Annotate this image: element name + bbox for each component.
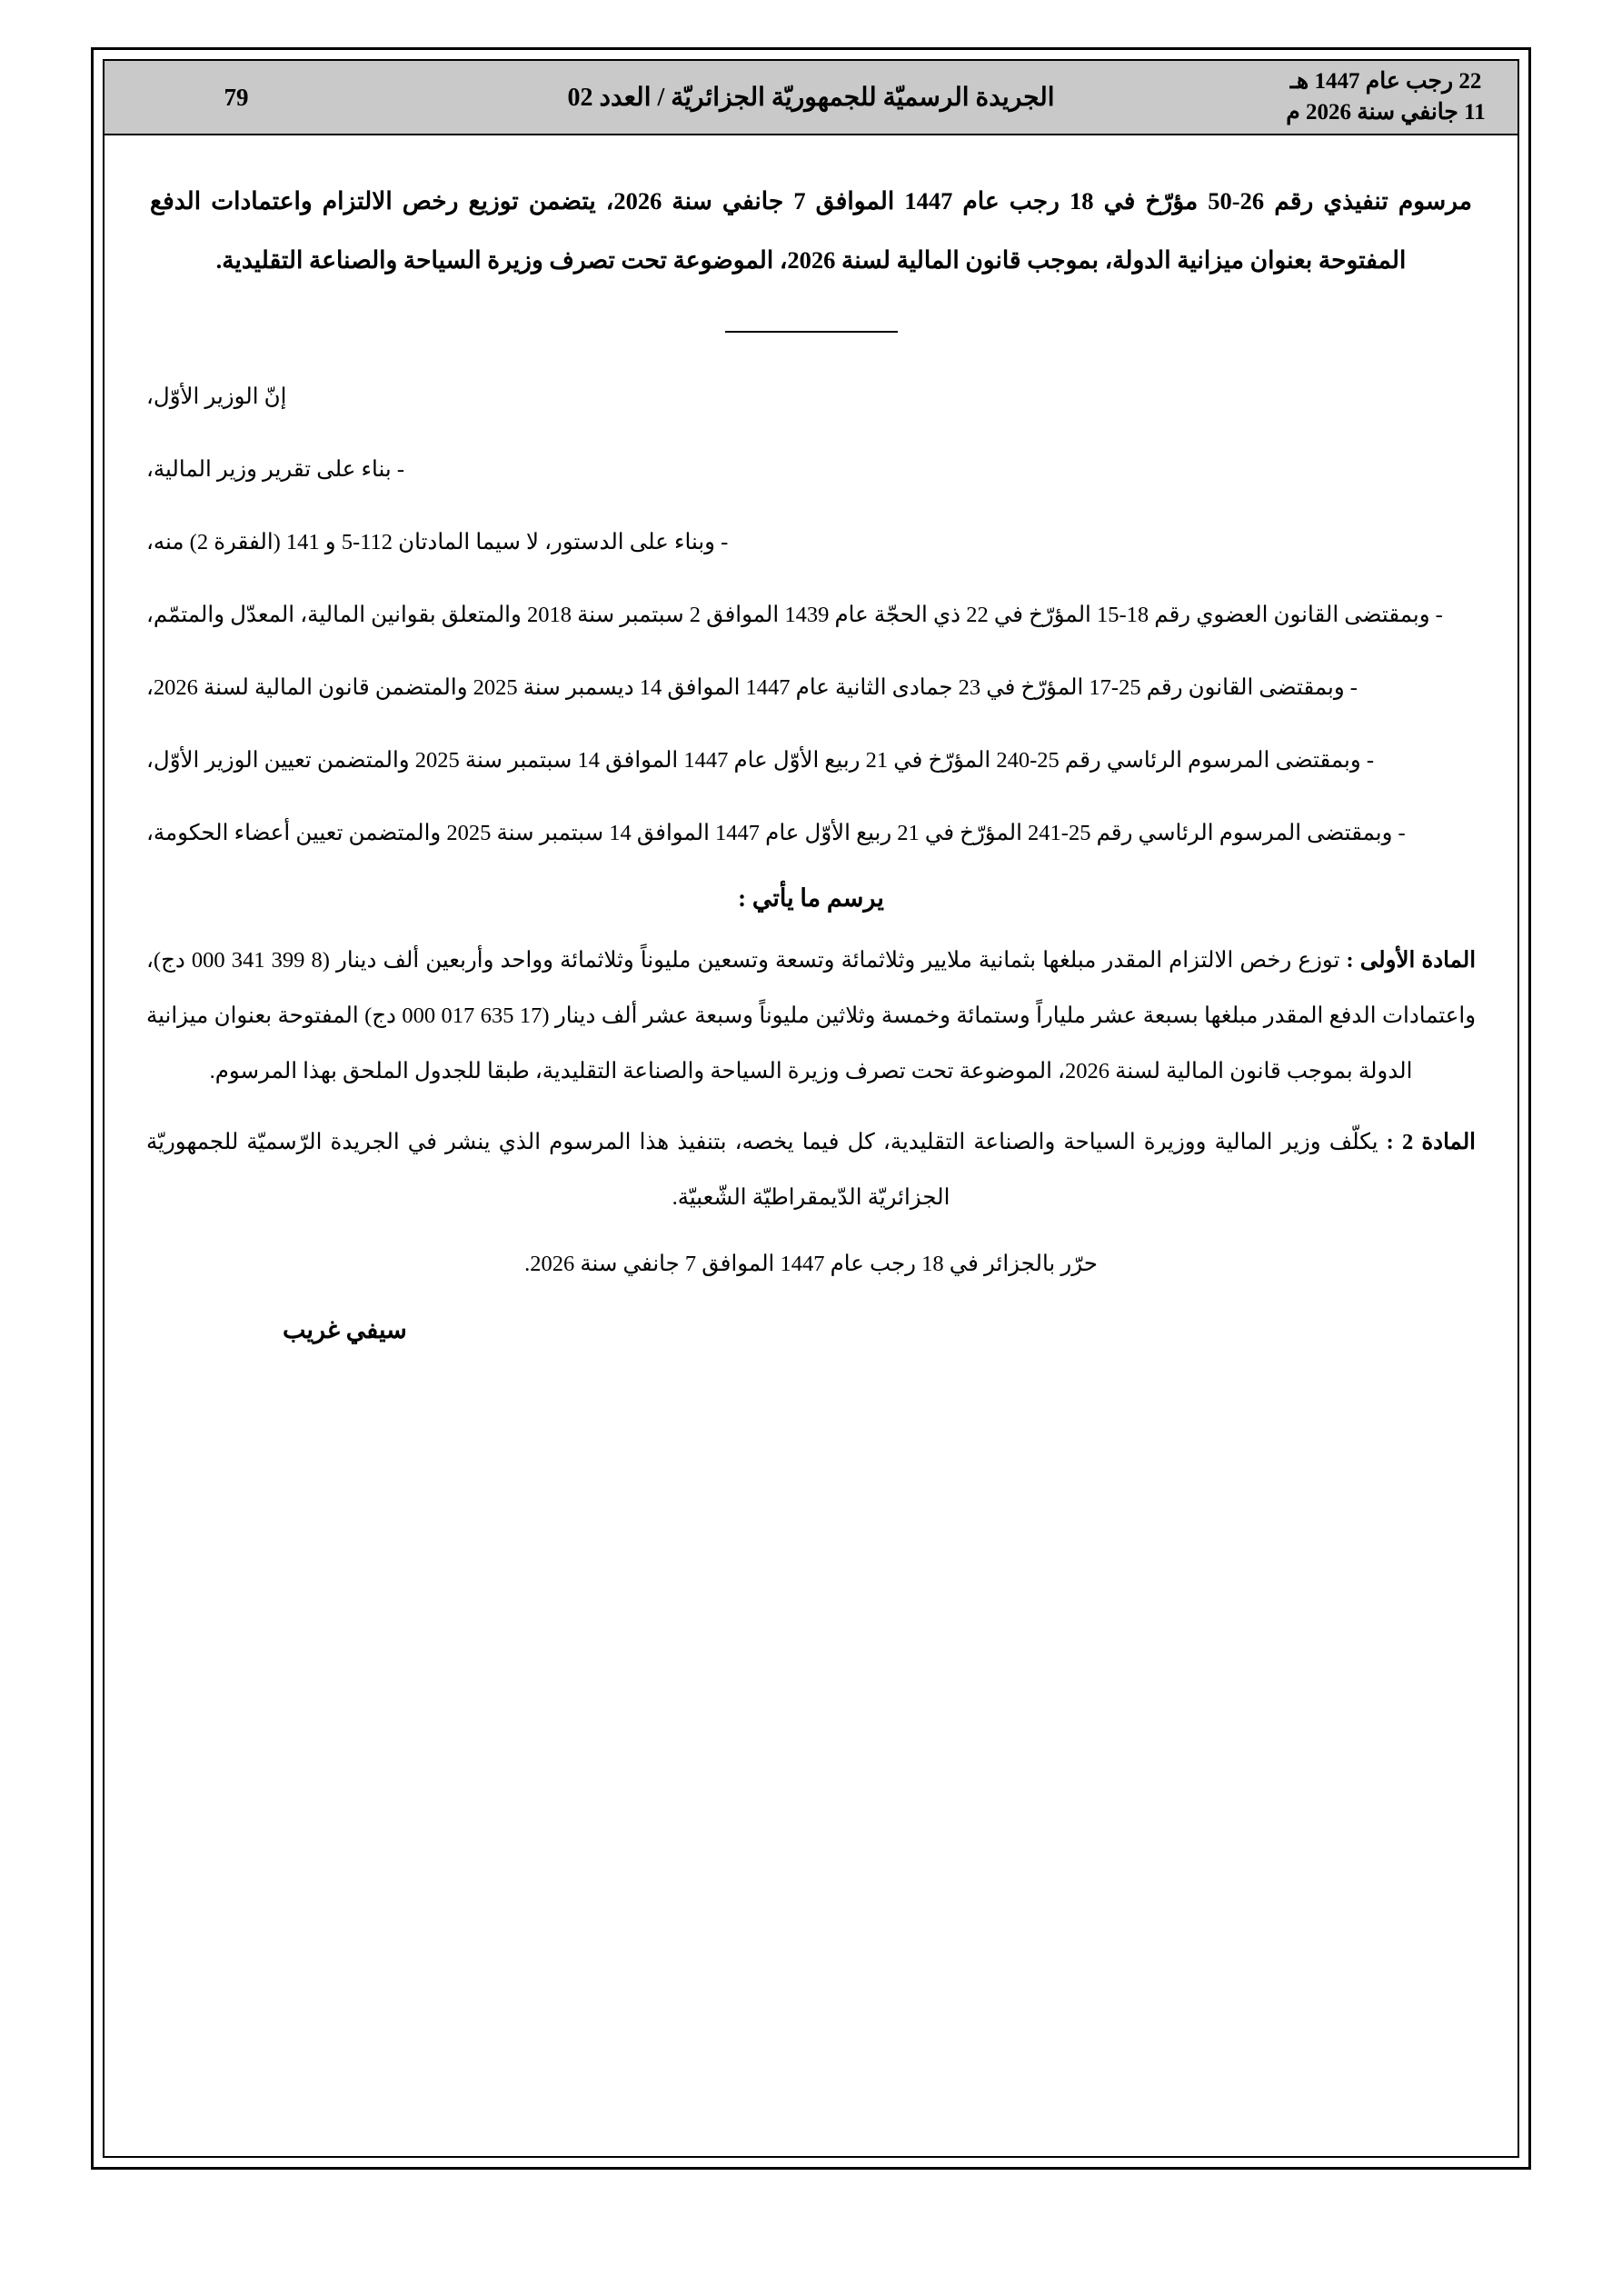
header-page-number: 79 bbox=[224, 83, 249, 111]
recital-2: - وبناء على الدستور، لا سيما المادتان 112-5 و 141 (الفقرة 2) منه، bbox=[146, 529, 729, 554]
article-2-label: المادة 2 : bbox=[1386, 1129, 1476, 1154]
recital-6: - وبمقتضى المرسوم الرئاسي رقم 25-241 المؤرّخ في 21 ربيع الأوّل عام 1447 الموافق 14 سبتمبر سنة 2025 والمتضمن تعيين أعضاء الحكومة، bbox=[146, 820, 1406, 845]
recital-3: - وبمقتضى القانون العضوي رقم 18-15 المؤرّخ في 22 ذي الحجّة عام 1439 الموافق 2 سبتمبر سنة 2018 والمتعلق بقوانين المالية، المعدّل والمتمّم، bbox=[146, 602, 1443, 627]
article-1-label: المادة الأولى : bbox=[1346, 947, 1477, 973]
decree-title: مرسوم تنفيذي رقم 26-50 مؤرّخ في 18 رجب عام 1447 الموافق 7 جانفي سنة 2026، يتضمن توزيع رخص الالتزام واعتمادات الدفع المفتوحة بعنوان ميزانية الدولة، بموجب قانون المالية لسنة 2026، الموضوعة تحت تصرف وزيرة السياحة والصناعة التقليدية. bbox=[150, 187, 1472, 274]
decrees-label: يرسم ما يأتي : bbox=[738, 883, 884, 912]
article-2-text: يكلّف وزير المالية ووزيرة السياحة والصناعة التقليدية، كل فيما يخصه، بتنفيذ هذا المرسوم الذي ينشر في الجريدة الرّسميّة للجمهوريّة الجزائريّة الدّيمقراطيّة الشّعبيّة. bbox=[146, 1129, 1387, 1210]
header-hijri-date: 22 رجب عام 1447 هـ bbox=[1289, 69, 1482, 95]
article-2 bbox=[146, 1114, 1476, 1226]
document-page bbox=[91, 47, 1531, 2170]
document-content bbox=[104, 135, 1518, 1363]
title-separator-wrap bbox=[146, 321, 1476, 337]
article-1 bbox=[146, 933, 1476, 1100]
page-inner-border bbox=[103, 59, 1519, 2158]
page-header bbox=[104, 61, 1518, 135]
place-and-date: حرّر بالجزائر في 18 رجب عام 1447 الموافق 7 جانفي سنة 2026. bbox=[524, 1252, 1098, 1277]
recital-5: - وبمقتضى المرسوم الرئاسي رقم 25-240 المؤرّخ في 21 ربيع الأوّل عام 1447 الموافق 14 سبتمبر سنة 2025 والمتضمن تعيين الوزير الأوّل، bbox=[146, 747, 1374, 773]
signature-name: سيفي غريب bbox=[283, 1316, 407, 1344]
header-dates bbox=[1254, 61, 1518, 134]
header-gregorian-date: 11 جانفي سنة 2026 م bbox=[1286, 100, 1486, 125]
opening-line: إنّ الوزير الأوّل، bbox=[146, 384, 287, 409]
recital-4: - وبمقتضى القانون رقم 25-17 المؤرّخ في 23 جمادى الثانية عام 1447 الموافق 14 ديسمبر سنة 2025 والمتضمن قانون المالية لسنة 2026، bbox=[146, 674, 1358, 700]
title-separator bbox=[725, 331, 898, 333]
recital-1: - بناء على تقرير وزير المالية، bbox=[146, 456, 404, 482]
article-1-text: توزع رخص الالتزام المقدر مبلغها بثمانية ملايير وثلاثمائة وتسعة وتسعين مليوناً وثلاثمائة وواحد وأربعين ألف دينار (8 399 341 000 دج)، واعتمادات الدفع المقدر مبلغها بسبعة عشر ملياراً وستمائة وخمسة وثلاثين مليوناً وسبعة عشر ألف دينار (17 635 017 000 دج) المفتوحة بعنوان ميزانية الدولة بموجب قانون المالية لسنة 2026، الموضوعة تحت تصرف وزيرة السياحة والصناعة التقليدية، طبقا للجدول الملحق بهذا المرسوم. bbox=[146, 947, 1477, 1084]
header-journal-title: الجريدة الرسميّة للجمهوريّة الجزائريّة / العدد 02 bbox=[567, 84, 1055, 112]
